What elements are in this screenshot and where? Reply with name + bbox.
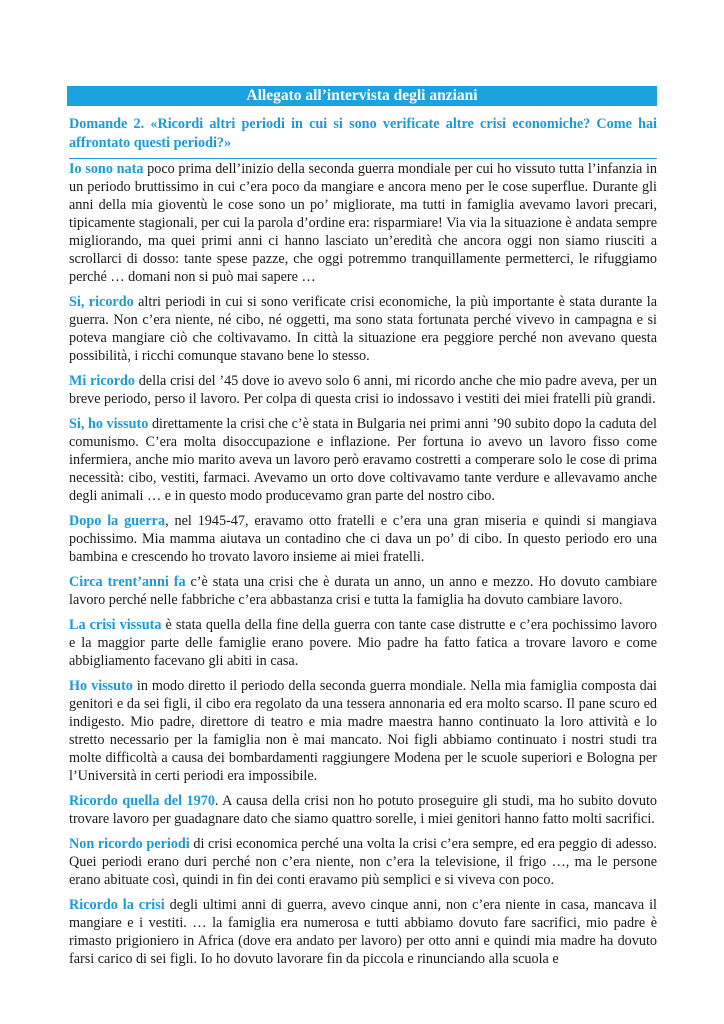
answer-lead: Ricordo quella del 1970 xyxy=(69,793,215,809)
answer-text: di crisi economica perché una volta la crisi c’era sempre, ed era peggio di adesso. Quei periodi erano duri perché non c’era niente, non c’era la televisione, il frigo …, ma le persone erano abituate così, quindi in fin dei conti eravamo più semplici e si viveva con poco. xyxy=(69,836,657,888)
answer-lead: La crisi vissuta xyxy=(69,617,162,633)
answer-lead: Si, ho vissuto xyxy=(69,416,149,432)
question-heading: Domande 2. «Ricordi altri periodi in cui si sono verificate altre crisi economiche? Come hai affrontato questi periodi?» xyxy=(69,115,657,159)
answer-paragraph xyxy=(69,616,657,670)
page-title: Allegato all’intervista degli anziani xyxy=(67,86,657,106)
answer-text: poco prima dell’inizio della seconda guerra mondiale per cui ho vissuto tutta l’infanzia in un periodo bruttissimo in cui c’era poco da mangiare e ancora meno per le cose superflue. Durante gli anni della mia gioventù le cose sono un po’ migliorate, ma tutti in famiglia avevamo lavori precari, tipicamente stagionali, per cui la parola d’ordine era: risparmiare! Via via la situazione è andata sempre migliorando, ma quei primi anni ci hanno lasciato un’eredità che ancora oggi non siamo riusciti a scrollarci di dosso: tante spese pazze, che oggi potremmo tranquillamente permetterci, le rifuggiamo perché … domani non si può mai sapere … xyxy=(69,161,657,285)
answer-paragraph xyxy=(69,372,657,408)
answer-paragraph xyxy=(69,896,657,968)
answer-text: . A causa della crisi non ho potuto proseguire gli studi, ma ho subito dovuto trovare lavoro per guadagnare dato che siamo quattro sorelle, i miei genitori hanno fatto molti sacrifici. xyxy=(69,793,657,827)
answer-paragraph xyxy=(69,677,657,785)
answer-paragraph xyxy=(69,573,657,609)
answer-text: degli ultimi anni di guerra, avevo cinque anni, non c’era niente in casa, mancava il mangiare e i vestiti. … la famiglia era numerosa e tutti abbiamo dovuto fare sacrifici, mio padre è rimasto prigioniero in Africa (dove era andato per lavoro) per otto anni e quindi mia madre ha dovuto farsi carico di sei figli. Io ho dovuto lavorare fin da piccola e rinunciando alla scuola e xyxy=(69,897,657,967)
answer-text: c’è stata una crisi che è durata un anno, un anno e mezzo. Ho dovuto cambiare lavoro perché nelle fabbriche c’era abbastanza crisi e tutta la famiglia ha dovuto cambiare lavoro. xyxy=(69,574,657,608)
answer-text: della crisi del ’45 dove io avevo solo 6 anni, mi ricordo anche che mio padre aveva, per un breve periodo, perso il lavoro. Per colpa di questa crisi io indossavo i vestiti dei miei fratelli più grandi. xyxy=(69,373,657,407)
answer-lead: Si, ricordo xyxy=(69,294,134,310)
answer-text: direttamente la crisi che c’è stata in Bulgaria nei primi anni ’90 subito dopo la caduta del comunismo. C’era molta disoccupazione e inflazione. Per fortuna io avevo un lavoro fisso come infermiera, anche mio marito aveva un lavoro però eravamo costretti a comperare solo le cose di prima necessità: cibo, vestiti, farmaci. Avevamo un orto dove coltivavamo tante verdure e allevavamo anche degli animali … e in questo modo producevamo gran parte del nostro cibo. xyxy=(69,416,657,504)
answer-paragraph xyxy=(69,160,657,286)
answer-lead: Circa trent’anni fa xyxy=(69,574,186,590)
answer-text: è stata quella della fine della guerra con tante case distrutte e c’era pochissimo lavoro e la maggior parte delle famiglie erano povere. Mio padre ha fatto fatica a trovare lavoro e come abbigliamento facevano gli abiti in casa. xyxy=(69,617,658,669)
answer-text: , nel 1945-47, eravamo otto fratelli e c’era una gran miseria e quindi si mangiava pochissimo. Mia mamma aiutava un contadino che ci dava un po’ di cibo. In questo periodo ero una bambina e crescendo ho trovato lavoro insieme ai miei fratelli. xyxy=(69,513,657,565)
answer-text: altri periodi in cui si sono verificate crisi economiche, la più importante è stata durante la guerra. Non c’era niente, né cibo, né oggetti, ma sono stata fortunata perché vivevo in campagna e si poteva mangiare ciò che coltivavamo. In città la situazione era peggiore perché non avevano questa possibilità, i ricchi comunque stavano bene lo stesso. xyxy=(69,294,657,364)
answer-paragraph xyxy=(69,835,657,889)
answer-lead: Dopo la guerra xyxy=(69,513,166,529)
answer-paragraph xyxy=(69,293,657,365)
answer-lead: Mi ricordo xyxy=(69,373,135,389)
answer-lead: Ricordo la crisi xyxy=(69,897,165,913)
answer-paragraph xyxy=(69,792,657,828)
answer-lead: Io sono nata xyxy=(69,161,144,177)
answer-lead: Ho vissuto xyxy=(69,678,133,694)
answer-paragraph xyxy=(69,512,657,566)
answer-lead: Non ricordo periodi xyxy=(69,836,190,852)
answer-paragraph xyxy=(69,415,657,505)
answer-text: in modo diretto il periodo della seconda guerra mondiale. Nella mia famiglia composta dai genitori e da sei figli, il cibo era regolato da una tessera annonaria ed era molto scarso. Il pane scuro ed indigesto. Mio padre, direttore di teatro e mia madre maestra hanno continuato la loro attività e lo stretto necessario per la famiglia non è mai mancato. Noi figli abbiamo continuato i nostri studi tra molte difficoltà a causa dei bombardamenti raggiungere Modena per le scuole superiori e Bologna per l’Università in certi periodi era impossibile. xyxy=(69,678,657,784)
answers-list xyxy=(69,160,657,975)
